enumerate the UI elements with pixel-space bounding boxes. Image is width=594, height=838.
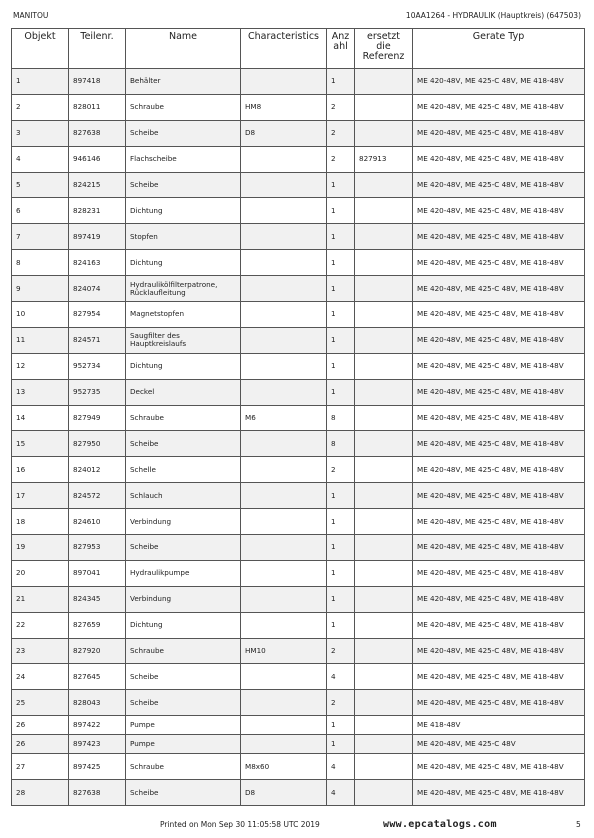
cell-characteristics [241,379,327,405]
cell-part-number: 897423 [69,735,126,754]
table-row [12,716,585,735]
cell-objekt: 11 [12,327,69,353]
cell-name: Saugfilter des Hauptkreislaufs [126,327,241,353]
cell-objekt: 4 [12,146,69,172]
cell-replaces-reference [355,69,413,95]
cell-part-number: 827950 [69,431,126,457]
cell-replaces-reference [355,120,413,146]
cell-characteristics [241,586,327,612]
cell-replaces-reference [355,735,413,754]
brand-label: MANITOU [13,11,49,20]
cell-part-number: 828011 [69,94,126,120]
cell-part-number: 827638 [69,780,126,806]
table-row [12,457,585,483]
cell-objekt: 8 [12,250,69,276]
cell-characteristics [241,509,327,535]
cell-characteristics: D8 [241,780,327,806]
table-row [12,509,585,535]
cell-name: Dichtung [126,612,241,638]
cell-name: Hydraulikölfilterpatrone, Rücklaufleitung [126,276,241,302]
cell-quantity: 1 [327,560,355,586]
cell-part-number: 827645 [69,664,126,690]
column-header-ersetzt: ersetzt die Referenz [355,29,413,69]
cell-quantity: 8 [327,405,355,431]
cell-objekt: 1 [12,69,69,95]
cell-replaces-reference [355,94,413,120]
cell-name: Dichtung [126,198,241,224]
cell-part-number: 824345 [69,586,126,612]
cell-characteristics: M6 [241,405,327,431]
cell-replaces-reference [355,198,413,224]
cell-machine-types: ME 420-48V, ME 425-C 48V, ME 418-48V [413,690,585,716]
cell-characteristics [241,612,327,638]
cell-part-number: 827954 [69,302,126,328]
cell-name: Schraube [126,94,241,120]
cell-replaces-reference [355,405,413,431]
cell-machine-types: ME 420-48V, ME 425-C 48V, ME 418-48V [413,431,585,457]
column-header-gerate-typ: Gerate Typ [413,29,585,69]
cell-name: Dichtung [126,250,241,276]
cell-objekt: 21 [12,586,69,612]
document-title: 10AA1264 - HYDRAULIK (Hauptkreis) (647503) [405,11,581,20]
table-row [12,94,585,120]
cell-replaces-reference [355,353,413,379]
parts-table [11,28,585,806]
cell-objekt: 2 [12,94,69,120]
cell-characteristics: M8x60 [241,754,327,780]
cell-machine-types: ME 420-48V, ME 425-C 48V, ME 418-48V [413,172,585,198]
table-row [12,612,585,638]
cell-objekt: 17 [12,483,69,509]
cell-part-number: 824074 [69,276,126,302]
table-row [12,379,585,405]
cell-replaces-reference [355,172,413,198]
cell-machine-types: ME 420-48V, ME 425-C 48V, ME 418-48V [413,276,585,302]
cell-machine-types: ME 420-48V, ME 425-C 48V, ME 418-48V [413,535,585,561]
cell-quantity: 4 [327,754,355,780]
cell-quantity: 1 [327,327,355,353]
cell-replaces-reference [355,431,413,457]
cell-part-number: 946146 [69,146,126,172]
cell-quantity: 1 [327,509,355,535]
cell-replaces-reference [355,664,413,690]
cell-name: Flachscheibe [126,146,241,172]
column-header-anzahl: Anz ahl [327,29,355,69]
cell-characteristics [241,198,327,224]
cell-objekt: 25 [12,690,69,716]
cell-name: Behälter [126,69,241,95]
cell-characteristics [241,353,327,379]
cell-machine-types: ME 420-48V, ME 425-C 48V, ME 418-48V [413,250,585,276]
page-number: 5 [576,820,581,829]
cell-name: Scheibe [126,172,241,198]
cell-objekt: 16 [12,457,69,483]
cell-quantity: 1 [327,379,355,405]
cell-characteristics [241,457,327,483]
cell-objekt: 6 [12,198,69,224]
cell-quantity: 4 [327,664,355,690]
cell-machine-types: ME 420-48V, ME 425-C 48V, ME 418-48V [413,353,585,379]
cell-machine-types: ME 420-48V, ME 425-C 48V, ME 418-48V [413,457,585,483]
cell-objekt: 13 [12,379,69,405]
cell-name: Verbindung [126,509,241,535]
cell-characteristics [241,560,327,586]
cell-quantity: 4 [327,780,355,806]
cell-quantity: 1 [327,735,355,754]
cell-quantity: 1 [327,198,355,224]
cell-characteristics [241,664,327,690]
cell-name: Scheibe [126,120,241,146]
cell-part-number: 827638 [69,120,126,146]
cell-quantity: 1 [327,612,355,638]
cell-replaces-reference: 827913 [355,146,413,172]
cell-characteristics: HM8 [241,94,327,120]
cell-objekt: 27 [12,754,69,780]
cell-name: Schelle [126,457,241,483]
table-row [12,690,585,716]
cell-objekt: 24 [12,664,69,690]
column-header-characteristics: Characteristics [241,29,327,69]
cell-machine-types: ME 420-48V, ME 425-C 48V, ME 418-48V [413,379,585,405]
cell-machine-types: ME 420-48V, ME 425-C 48V [413,735,585,754]
cell-replaces-reference [355,535,413,561]
cell-machine-types: ME 420-48V, ME 425-C 48V, ME 418-48V [413,638,585,664]
cell-replaces-reference [355,780,413,806]
cell-name: Scheibe [126,664,241,690]
cell-machine-types: ME 420-48V, ME 425-C 48V, ME 418-48V [413,560,585,586]
website-label: www.epcatalogs.com [383,819,497,830]
column-header-objekt: Objekt [12,29,69,69]
column-header-name: Name [126,29,241,69]
cell-machine-types: ME 420-48V, ME 425-C 48V, ME 418-48V [413,405,585,431]
cell-replaces-reference [355,276,413,302]
table-row [12,198,585,224]
cell-name: Deckel [126,379,241,405]
cell-characteristics: HM10 [241,638,327,664]
cell-part-number: 827949 [69,405,126,431]
cell-objekt: 14 [12,405,69,431]
cell-name: Pumpe [126,735,241,754]
printed-timestamp: Printed on Mon Sep 30 11:05:58 UTC 2019 [160,820,320,829]
cell-quantity: 1 [327,586,355,612]
cell-replaces-reference [355,638,413,664]
cell-replaces-reference [355,327,413,353]
cell-quantity: 2 [327,638,355,664]
cell-characteristics [241,535,327,561]
cell-characteristics [241,172,327,198]
cell-quantity: 1 [327,276,355,302]
cell-replaces-reference [355,509,413,535]
cell-quantity: 1 [327,483,355,509]
cell-name: Schraube [126,754,241,780]
cell-machine-types: ME 420-48V, ME 425-C 48V, ME 418-48V [413,664,585,690]
table-row [12,69,585,95]
page-footer [0,818,594,832]
cell-quantity: 1 [327,69,355,95]
cell-name: Dichtung [126,353,241,379]
cell-part-number: 897041 [69,560,126,586]
cell-replaces-reference [355,457,413,483]
page-header [13,10,581,22]
cell-part-number: 824610 [69,509,126,535]
cell-objekt: 3 [12,120,69,146]
cell-name: Magnetstopfen [126,302,241,328]
cell-name: Scheibe [126,780,241,806]
table-row [12,302,585,328]
column-header-teilenr: Teilenr. [69,29,126,69]
table-row [12,535,585,561]
cell-characteristics [241,146,327,172]
cell-name: Hydraulikpumpe [126,560,241,586]
cell-name: Schraube [126,405,241,431]
cell-quantity: 2 [327,457,355,483]
cell-part-number: 897422 [69,716,126,735]
table-row [12,327,585,353]
cell-characteristics [241,224,327,250]
cell-part-number: 827953 [69,535,126,561]
cell-objekt: 10 [12,302,69,328]
table-row [12,172,585,198]
cell-part-number: 824163 [69,250,126,276]
cell-characteristics [241,431,327,457]
cell-characteristics [241,327,327,353]
cell-characteristics [241,483,327,509]
cell-part-number: 897418 [69,69,126,95]
cell-name: Pumpe [126,716,241,735]
cell-quantity: 2 [327,94,355,120]
cell-replaces-reference [355,612,413,638]
cell-replaces-reference [355,224,413,250]
cell-quantity: 2 [327,690,355,716]
cell-quantity: 8 [327,431,355,457]
cell-objekt: 5 [12,172,69,198]
cell-part-number: 824012 [69,457,126,483]
cell-machine-types: ME 420-48V, ME 425-C 48V, ME 418-48V [413,224,585,250]
table-row [12,483,585,509]
table-row [12,146,585,172]
cell-quantity: 1 [327,302,355,328]
cell-quantity: 1 [327,535,355,561]
cell-replaces-reference [355,716,413,735]
parts-table-body [12,69,585,806]
cell-name: Stopfen [126,224,241,250]
cell-characteristics: D8 [241,120,327,146]
cell-replaces-reference [355,379,413,405]
cell-part-number: 828043 [69,690,126,716]
cell-replaces-reference [355,483,413,509]
cell-replaces-reference [355,560,413,586]
cell-characteristics [241,276,327,302]
cell-name: Verbindung [126,586,241,612]
cell-objekt: 26 [12,735,69,754]
cell-name: Schraube [126,638,241,664]
cell-machine-types: ME 420-48V, ME 425-C 48V, ME 418-48V [413,302,585,328]
cell-quantity: 1 [327,716,355,735]
cell-objekt: 15 [12,431,69,457]
cell-machine-types: ME 420-48V, ME 425-C 48V, ME 418-48V [413,327,585,353]
cell-name: Scheibe [126,535,241,561]
cell-machine-types: ME 420-48V, ME 425-C 48V, ME 418-48V [413,94,585,120]
cell-objekt: 19 [12,535,69,561]
cell-objekt: 9 [12,276,69,302]
cell-part-number: 827920 [69,638,126,664]
table-row [12,638,585,664]
cell-quantity: 1 [327,353,355,379]
cell-part-number: 827659 [69,612,126,638]
cell-characteristics [241,735,327,754]
table-row [12,224,585,250]
table-row [12,754,585,780]
cell-objekt: 26 [12,716,69,735]
cell-characteristics [241,302,327,328]
table-row [12,664,585,690]
table-row [12,735,585,754]
cell-part-number: 897419 [69,224,126,250]
cell-quantity: 2 [327,146,355,172]
cell-part-number: 824571 [69,327,126,353]
cell-part-number: 828231 [69,198,126,224]
cell-part-number: 824572 [69,483,126,509]
cell-objekt: 20 [12,560,69,586]
cell-part-number: 897425 [69,754,126,780]
cell-machine-types: ME 420-48V, ME 425-C 48V, ME 418-48V [413,754,585,780]
table-row [12,353,585,379]
cell-replaces-reference [355,690,413,716]
cell-replaces-reference [355,250,413,276]
cell-name: Scheibe [126,690,241,716]
cell-objekt: 23 [12,638,69,664]
cell-machine-types: ME 420-48V, ME 425-C 48V, ME 418-48V [413,509,585,535]
cell-machine-types: ME 420-48V, ME 425-C 48V, ME 418-48V [413,198,585,224]
cell-machine-types: ME 420-48V, ME 425-C 48V, ME 418-48V [413,586,585,612]
cell-name: Scheibe [126,431,241,457]
cell-characteristics [241,69,327,95]
table-row [12,250,585,276]
cell-machine-types: ME 418-48V [413,716,585,735]
cell-name: Schlauch [126,483,241,509]
cell-machine-types: ME 420-48V, ME 425-C 48V, ME 418-48V [413,120,585,146]
cell-part-number: 824215 [69,172,126,198]
cell-part-number: 952734 [69,353,126,379]
cell-objekt: 7 [12,224,69,250]
cell-quantity: 1 [327,224,355,250]
cell-quantity: 1 [327,250,355,276]
table-row [12,405,585,431]
cell-quantity: 1 [327,172,355,198]
cell-characteristics [241,716,327,735]
cell-machine-types: ME 420-48V, ME 425-C 48V, ME 418-48V [413,780,585,806]
cell-replaces-reference [355,302,413,328]
table-row [12,560,585,586]
table-row [12,780,585,806]
cell-objekt: 28 [12,780,69,806]
table-row [12,120,585,146]
cell-objekt: 12 [12,353,69,379]
table-row [12,586,585,612]
cell-objekt: 18 [12,509,69,535]
cell-quantity: 2 [327,120,355,146]
cell-characteristics [241,250,327,276]
cell-machine-types: ME 420-48V, ME 425-C 48V, ME 418-48V [413,483,585,509]
cell-characteristics [241,690,327,716]
table-row [12,431,585,457]
cell-objekt: 22 [12,612,69,638]
table-header-row [12,29,585,69]
cell-replaces-reference [355,754,413,780]
cell-replaces-reference [355,586,413,612]
cell-machine-types: ME 420-48V, ME 425-C 48V, ME 418-48V [413,612,585,638]
cell-machine-types: ME 420-48V, ME 425-C 48V, ME 418-48V [413,146,585,172]
table-row [12,276,585,302]
cell-machine-types: ME 420-48V, ME 425-C 48V, ME 418-48V [413,69,585,95]
cell-part-number: 952735 [69,379,126,405]
